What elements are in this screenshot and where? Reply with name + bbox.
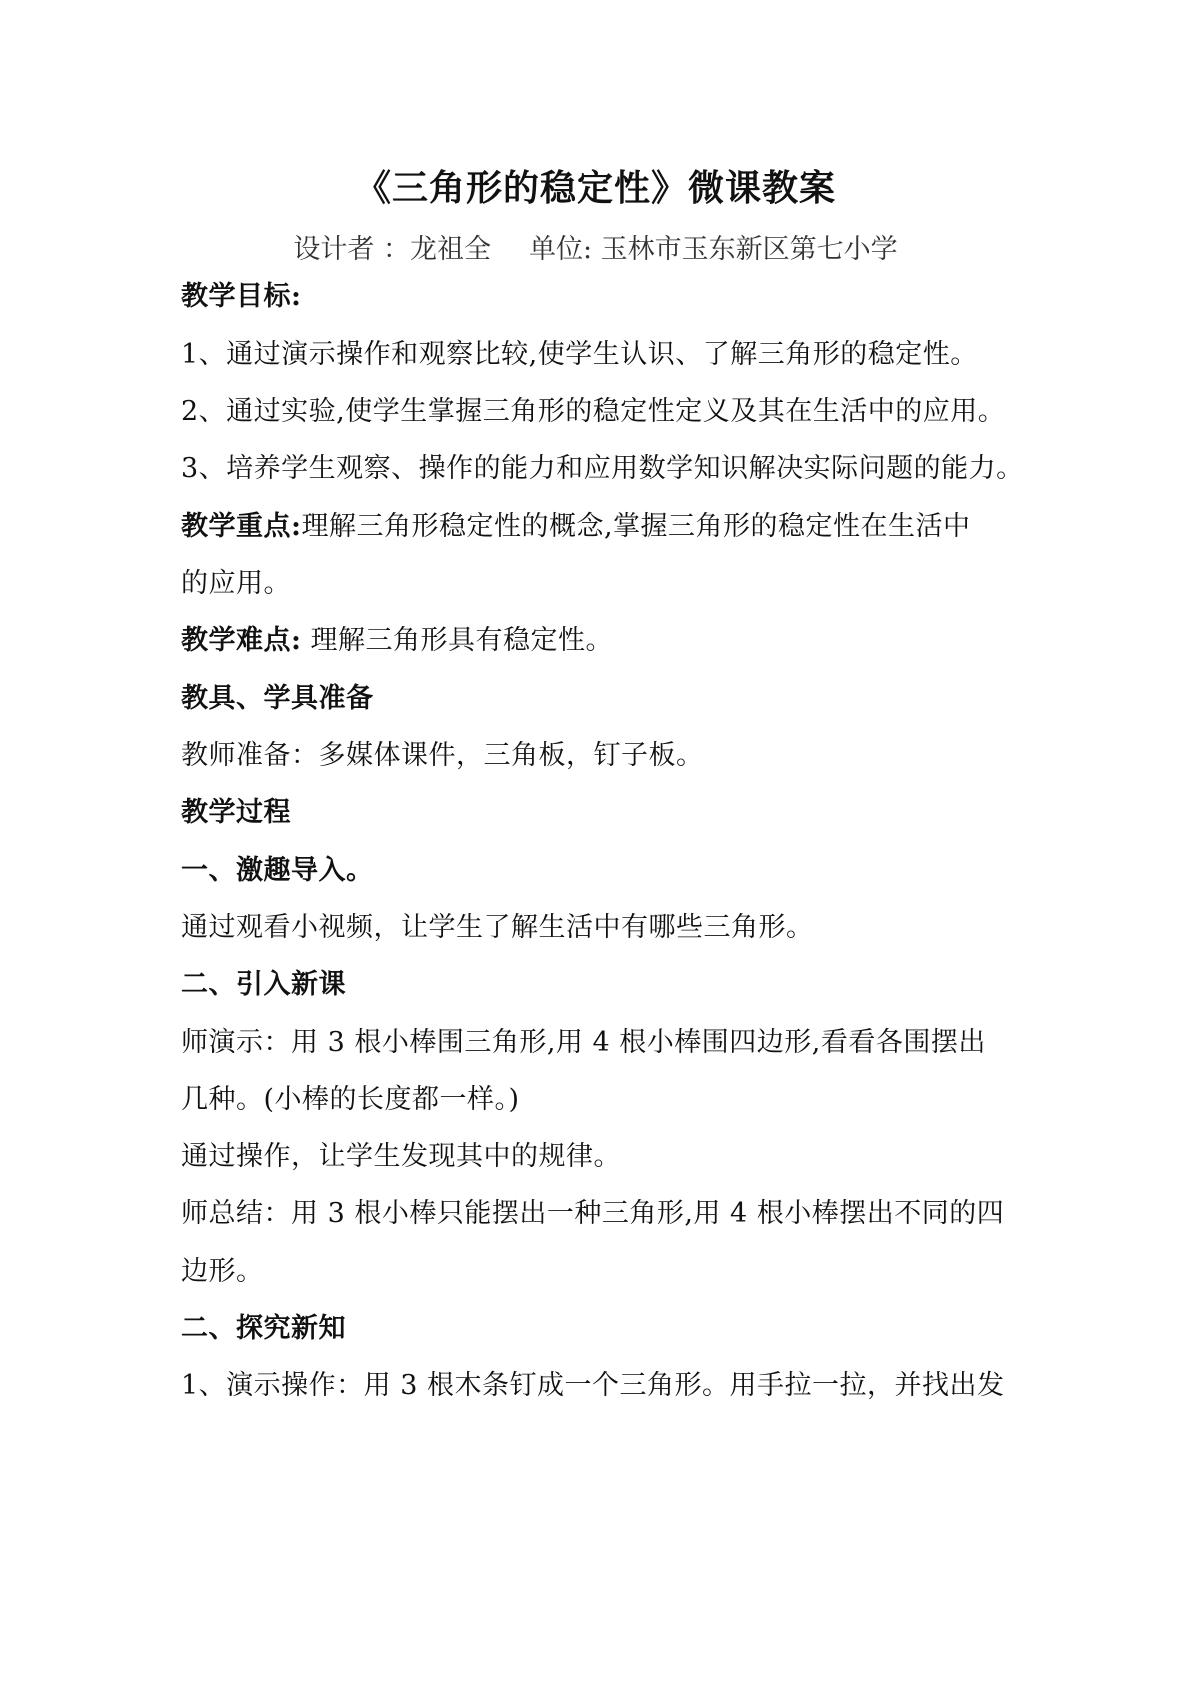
key-point-text: 理解三角形稳定性的概念,掌握三角形的稳定性在生活中 xyxy=(301,511,971,542)
part1-heading: 一、激趣导入。 xyxy=(181,855,374,886)
objective-item-1: 1、通过演示操作和观察比较,使学生认识、了解三角形的稳定性。 xyxy=(181,339,978,370)
part2-text-4: 师总结：用 3 根小棒只能摆出一种三角形,用 4 根小棒摆出不同的四 xyxy=(181,1198,1005,1229)
part1-text: 通过观看小视频，让学生了解生活中有哪些三角形。 xyxy=(181,912,814,943)
part2-text-3: 通过操作，让学生发现其中的规律。 xyxy=(181,1141,621,1172)
key-point-continuation: 的应用。 xyxy=(181,568,291,599)
part3-text-1: 1、演示操作：用 3 根木条钉成一个三角形。用手拉一拉，并找出发 xyxy=(181,1370,1005,1401)
difficulty-line xyxy=(181,623,1131,659)
difficulty-text: 理解三角形具有稳定性。 xyxy=(301,625,614,656)
page-title: 《三角形的稳定性》微课教案 xyxy=(354,167,836,209)
key-point-line xyxy=(181,509,1131,545)
part2-text-5: 边形。 xyxy=(181,1256,264,1287)
process-heading: 教学过程 xyxy=(181,797,291,828)
part2-heading: 二、引入新课 xyxy=(181,969,346,1000)
objective-item-3: 3、培养学生观察、操作的能力和应用数学知识解决实际问题的能力。 xyxy=(181,453,1024,484)
key-point-label: 教学重点: xyxy=(181,511,302,542)
objectives-heading: 教学目标: xyxy=(181,281,302,312)
tools-heading: 教具、学具准备 xyxy=(181,683,374,714)
author-line xyxy=(0,232,1191,268)
tools-text: 教师准备：多媒体课件，三角板，钉子板。 xyxy=(181,740,704,771)
part3-heading: 二、探究新知 xyxy=(181,1313,346,1344)
unit-label: 单位: 玉林市玉东新区第七小学 xyxy=(528,234,898,265)
part2-text-1: 师演示：用 3 根小棒围三角形,用 4 根小棒围四边形,看看各围摆出 xyxy=(181,1027,986,1058)
part2-text-2: 几种。(小棒的长度都一样。) xyxy=(181,1084,520,1115)
objective-item-2: 2、通过实验,使学生掌握三角形的稳定性定义及其在生活中的应用。 xyxy=(181,396,1006,427)
difficulty-label: 教学难点: xyxy=(181,625,302,656)
designer-label: 设计者 ：龙祖全 xyxy=(293,234,491,265)
